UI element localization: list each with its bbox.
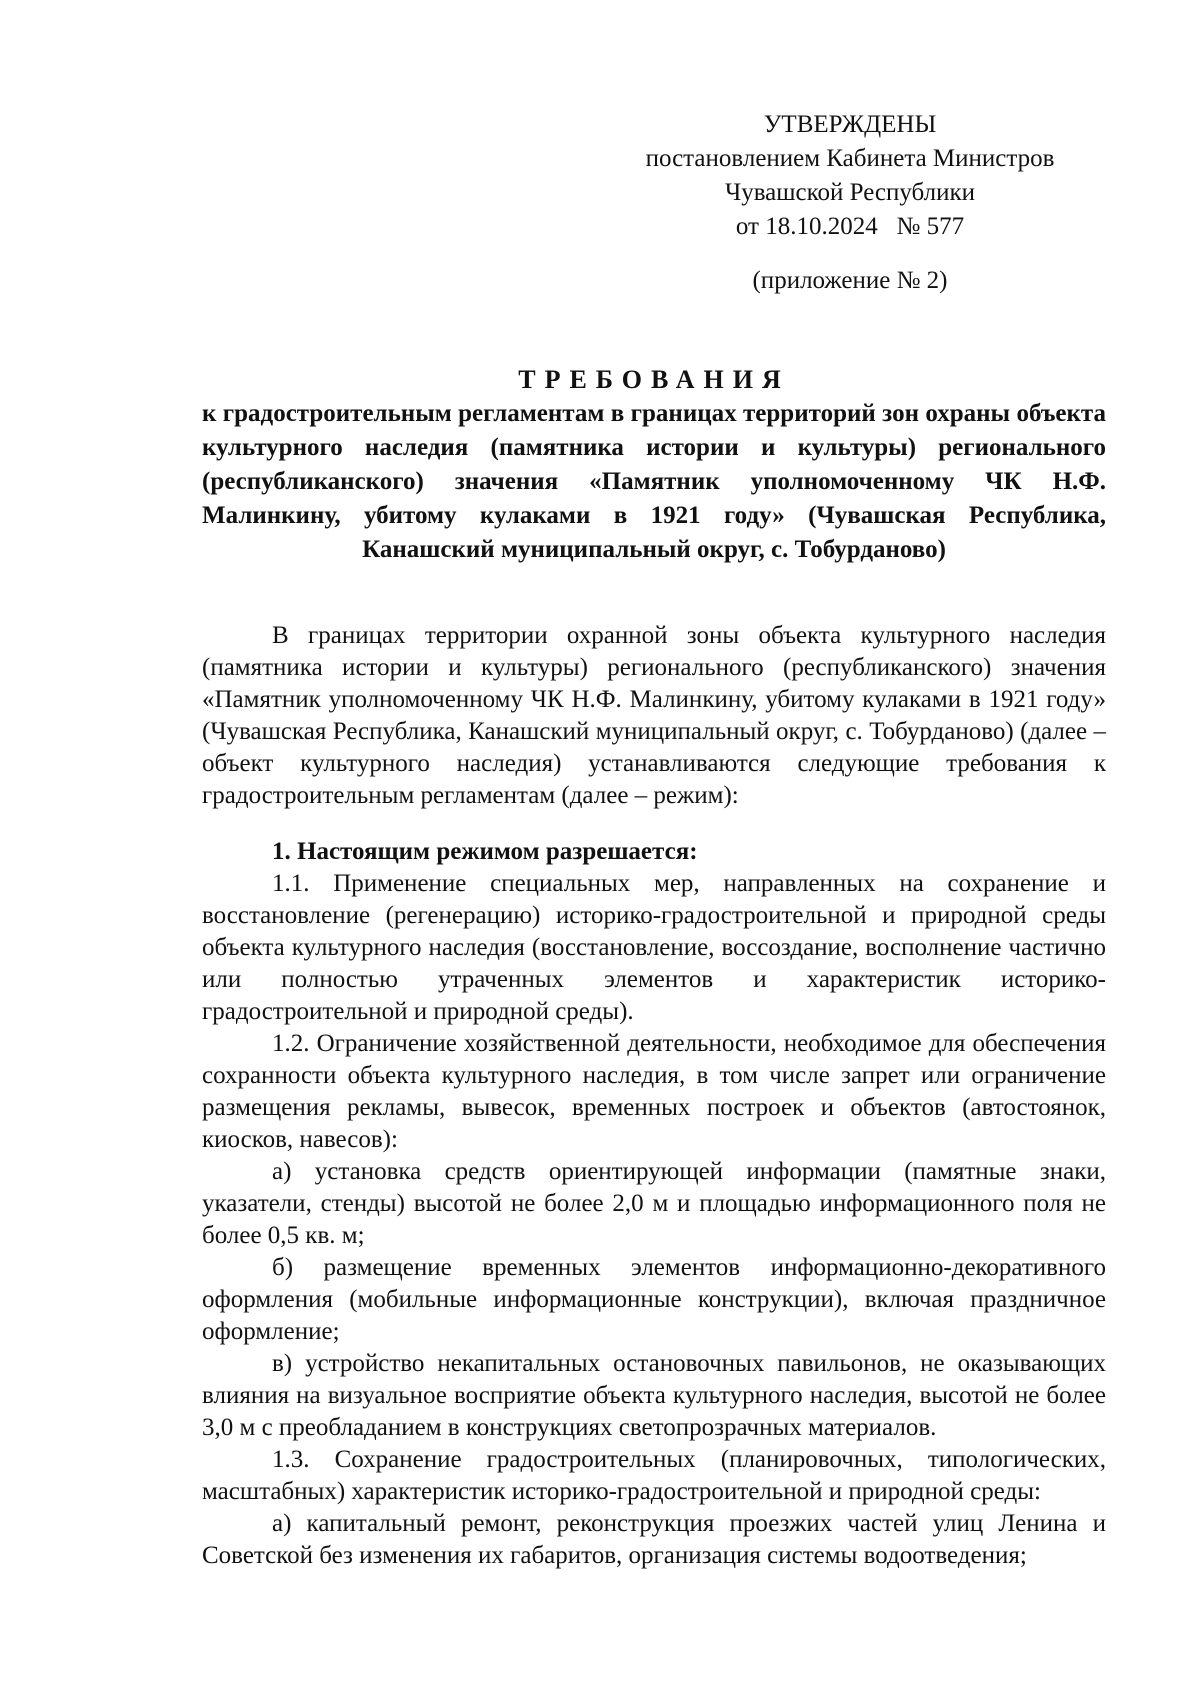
approval-stamp [630, 108, 1070, 298]
paragraph-1-3-a: а) капитальный ремонт, реконструкция проезжих частей улиц Ленина и Советской без изменения их габаритов, организация системы водоотведения; [202, 1510, 1106, 1569]
section-1-title: 1. Настоящим режимом разрешается: [272, 838, 698, 865]
paragraph-1-1: 1.1. Применение специальных мер, направленных на сохранение и восстановление (регенерацию) историко-градостроительной и природной среды объекта культурного наследия (восстановление, воссоздание, восполнение частично или полностью утраченных элементов и характеристик историко-градостроительной и природной среды). [202, 870, 1106, 1025]
paragraph-1-2-c: в) устройство некапитальных остановочных павильонов, не оказывающих влияния на визуальное восприятие объекта культурного наследия, высотой не более 3,0 м с преобладанием в конструкциях светопрозрачных материалов. [202, 1350, 1106, 1441]
paragraph-1-3: 1.3. Сохранение градостроительных (планировочных, типологических, масштабных) характеристик историко-градостроительной и природной среды: [202, 1446, 1106, 1505]
document-heading [202, 363, 1106, 567]
intro-paragraph: В границах территории охранной зоны объекта культурного наследия (памятника истории и культуры) регионального (республиканского) значения «Памятник уполномоченному ЧК Н.Ф. Малинкину, убитому кулаками в 1921 году» (Чувашская Республика, Канашский муниципальный округ, с. Тобурданово) (далее – объект культурного наследия) устанавливаются следующие требования к градостроительным регламентам (далее – режим): [202, 622, 1106, 809]
paragraph-1-2-a: а) установка средств ориентирующей информации (памятные знаки, указатели, стенды) высотой не более 2,0 м и площадью информационного поля не более 0,5 кв. м; [202, 1158, 1106, 1249]
approval-date-number: от 18.10.2024 № 577 [735, 213, 965, 240]
paragraph-1-2-b: б) размещение временных элементов информационно-декоративного оформления (мобильные информационные конструкции), включая праздничное оформление; [202, 1254, 1106, 1345]
document-title: ТРЕБОВАНИЯ [518, 365, 790, 394]
appendix-number: (приложение № 2) [752, 267, 948, 294]
approval-issuer: постановлением Кабинета Министров [645, 145, 1055, 172]
document-body [202, 620, 1106, 1572]
document-subtitle: к градостроительным регламентам в границах территорий зон охраны объекта культурного наследия (памятника истории и культуры) регионального (республиканского) значения «Памятник уполномоченному ЧК Н.Ф. Малинкину, убитому кулаками в 1921 году» (Чувашская Республика, Канашский муниципальный округ, с. Тобурданово) [202, 400, 1106, 563]
approval-region: Чувашской Республики [724, 179, 976, 206]
paragraph-1-2: 1.2. Ограничение хозяйственной деятельности, необходимое для обеспечения сохранности объекта культурного наследия, в том числе запрет или ограничение размещения рекламы, вывесок, временных построек и объектов (автостоянок, киосков, навесов): [202, 1030, 1106, 1153]
approval-title: УТВЕРЖДЕНЫ [763, 111, 937, 138]
